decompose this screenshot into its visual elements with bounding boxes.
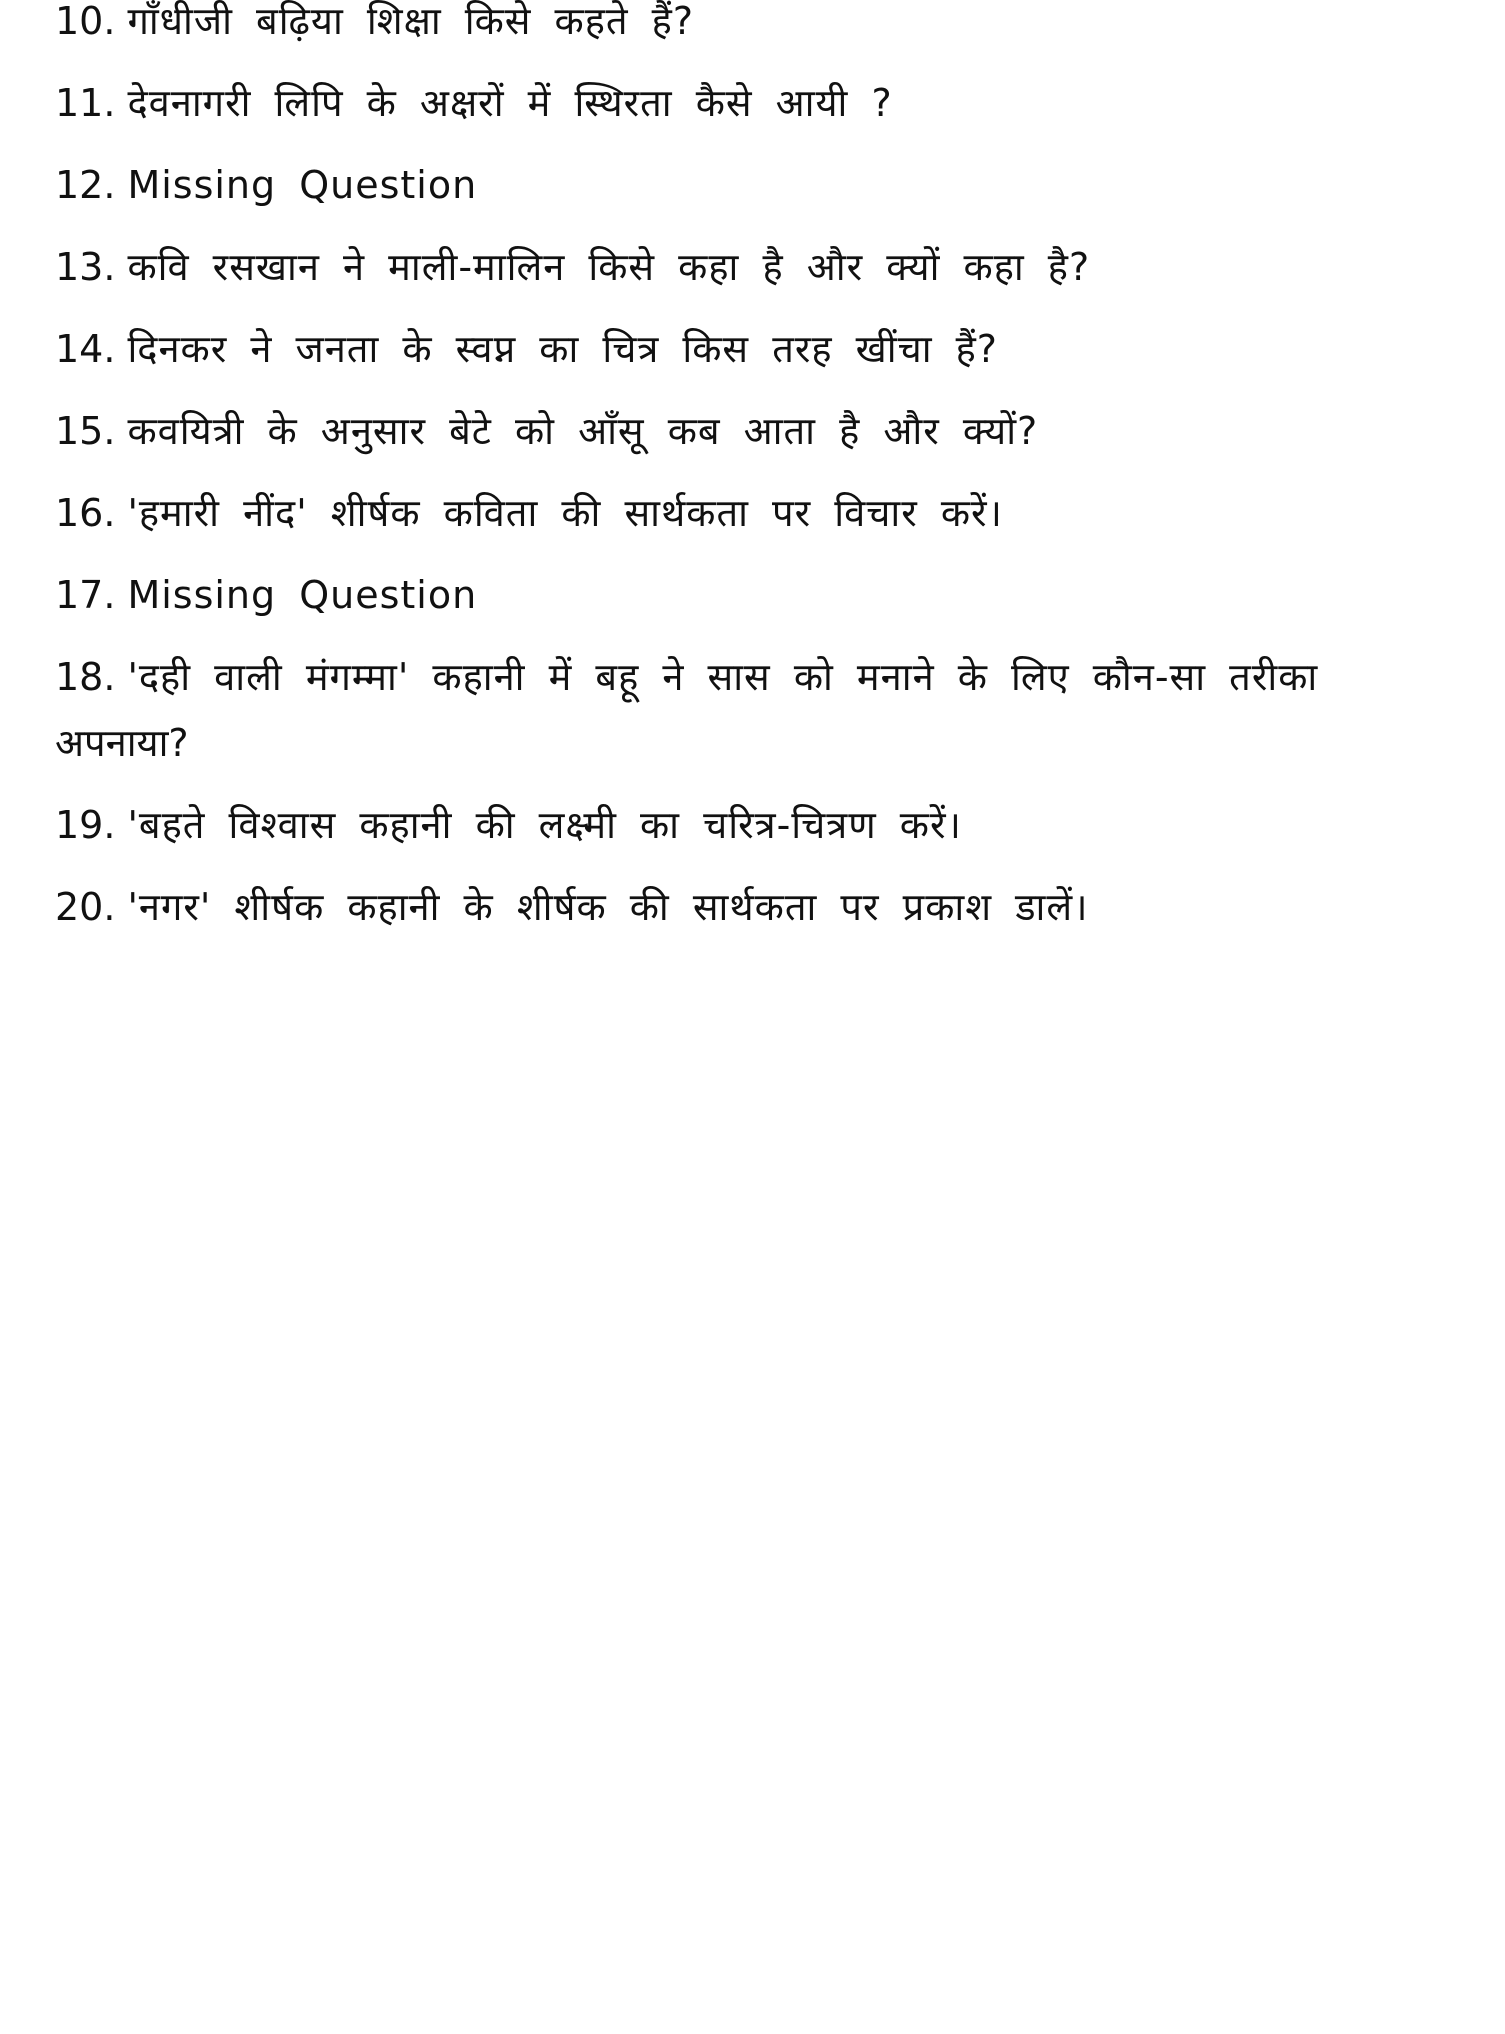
question-16 — [55, 480, 1455, 546]
question-number: 19. — [55, 803, 116, 847]
question-text-continuation: अपनाया? — [55, 721, 189, 765]
question-12 — [55, 152, 1455, 218]
question-number: 15. — [55, 409, 116, 453]
question-19 — [55, 792, 1455, 858]
question-17 — [55, 562, 1455, 628]
question-text: कवयित्री के अनुसार बेटे को आँसू कब आता है और क्यों? — [127, 409, 1039, 453]
question-text: 'नगर' शीर्षक कहानी के शीर्षक की सार्थकता पर प्रकाश डालें। — [127, 885, 1089, 929]
question-10 — [55, 0, 1455, 54]
question-15 — [55, 398, 1455, 464]
question-18 — [55, 644, 1455, 776]
question-number: 20. — [55, 885, 116, 929]
question-text: देवनागरी लिपि के अक्षरों में स्थिरता कैसे आयी ? — [127, 81, 893, 125]
question-number: 11. — [55, 81, 116, 125]
question-number: 18. — [55, 655, 116, 699]
question-text: 'हमारी नींद' शीर्षक कविता की सार्थकता पर विचार करें। — [127, 491, 1003, 535]
question-text: 'दही वाली मंगम्मा' कहानी में बहू ने सास को मनाने के लिए कौन-सा तरीका — [127, 655, 1319, 699]
question-13 — [55, 234, 1455, 300]
question-number: 13. — [55, 245, 116, 289]
question-text: दिनकर ने जनता के स्वप्न का चित्र किस तरह खींचा हैं? — [127, 327, 998, 371]
question-text: कवि रसखान ने माली-मालिन किसे कहा है और क्यों कहा है? — [127, 245, 1091, 289]
question-text: Missing Question — [127, 163, 478, 207]
question-number: 16. — [55, 491, 116, 535]
question-11 — [55, 70, 1455, 136]
question-text: 'बहते विश्वास कहानी की लक्ष्मी का चरित्र-चित्रण करें। — [127, 803, 962, 847]
question-number: 14. — [55, 327, 116, 371]
question-number: 17. — [55, 573, 116, 617]
question-number: 12. — [55, 163, 116, 207]
question-number: 10. — [55, 0, 116, 43]
question-20 — [55, 874, 1455, 940]
question-14 — [55, 316, 1455, 382]
question-text: गाँधीजी बढ़िया शिक्षा किसे कहते हैं? — [127, 0, 694, 43]
question-text: Missing Question — [127, 573, 478, 617]
